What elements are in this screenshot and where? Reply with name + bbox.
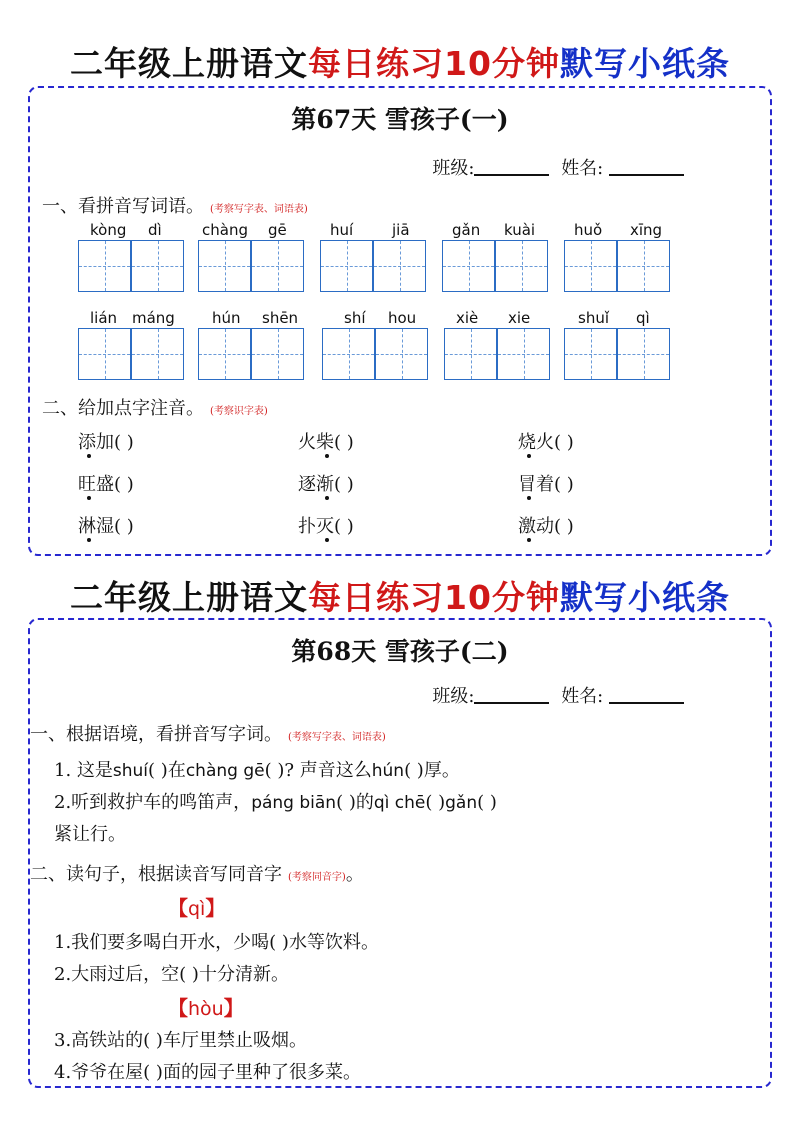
section-note: (考察写字表、词语表) [288,732,386,743]
sentence-3[interactable]: 3.高铁站的( )车厅里禁止吸烟。 [54,1030,307,1051]
pinyin: hún [212,309,241,327]
q-pinyin: chàng gē [185,761,265,781]
writing-box[interactable] [442,240,495,292]
annotate-word[interactable]: 逐渐( ) [298,474,354,495]
name-blank[interactable] [609,686,684,704]
section-heading [42,192,308,218]
pinyin: chàng [202,221,248,239]
pinyin-pair [78,221,188,301]
annotate-word[interactable]: 火柴( ) [298,432,354,453]
q-text: 2.听到救护车的鸣笛声， [54,792,252,813]
tag-pinyin: qì [188,898,206,920]
section-text: 二、给加点字注音。 [42,398,204,419]
pinyin: lián [90,309,118,327]
q-blank[interactable]: ( )在 [148,760,186,781]
pinyin-tag [168,892,225,921]
emphasis-dot [325,538,329,542]
class-label: 班级: [432,686,475,707]
pinyin: xīng [630,221,663,239]
bracket: 】 [223,996,244,1020]
writing-box[interactable] [131,240,184,292]
emphasis-dot [87,454,91,458]
q-text: 1. 这是 [54,760,113,781]
pinyin: kòng [90,221,127,239]
section-text: 一、根据语境，看拼音写字词。 [30,724,282,745]
class-label: 班级: [432,158,475,179]
writing-box[interactable] [131,328,184,380]
sentence-2[interactable]: 2.大雨过后，空( )十分清新。 [54,964,289,985]
pinyin-pair [442,221,552,301]
q-blank[interactable]: ( ) [477,792,497,813]
writing-box[interactable] [320,240,373,292]
annotate-word[interactable]: 添加( ) [78,432,134,453]
banner-part1: 二年级上册语文 [70,44,309,83]
emphasis-dot [325,454,329,458]
writing-box[interactable] [617,240,670,292]
pinyin: xie [508,309,531,327]
pinyin: shēn [262,309,299,327]
sentence-4[interactable]: 4.爷爷在屋( )面的园子里种了很多菜。 [54,1062,361,1083]
section-text: 二、读句子，根据读音写同音字 [30,864,282,885]
pinyin: jiā [392,221,410,239]
annotate-word[interactable]: 烧火( ) [518,432,574,453]
annotate-word[interactable]: 激动( ) [518,516,574,537]
pinyin-tag [168,992,244,1021]
section-text: 一、看拼音写词语。 [42,196,204,217]
writing-box[interactable] [497,328,550,380]
pinyin: dì [148,221,162,239]
q-blank[interactable]: ( )? 声音这么 [264,760,372,781]
section-heading [30,720,386,746]
banner-middle [0,572,800,619]
class-name-line [432,682,690,708]
writing-box[interactable] [251,328,304,380]
worksheet-day68 [28,618,772,1088]
annotate-word[interactable]: 旺盛( ) [78,474,134,495]
pinyin: gē [268,221,287,239]
writing-box[interactable] [564,328,617,380]
pinyin: gǎn [452,221,481,239]
section-note: (考察同音字) [288,872,346,883]
writing-box[interactable] [564,240,617,292]
section-heading [42,394,268,420]
banner-part2: 每日练习10分钟 [308,44,560,83]
class-name-line [432,154,690,180]
section-heading [30,860,364,886]
name-label: 姓名: [561,686,604,707]
pinyin: xiè [456,309,479,327]
question-2 [54,788,497,814]
bracket: 【 [168,896,188,920]
pinyin: huǒ [574,221,603,239]
banner-part2: 每日练习10分钟 [308,578,560,617]
name-label: 姓名: [561,158,604,179]
q-blank[interactable]: ( ) [425,792,446,813]
tag-pinyin: hòu [188,998,224,1020]
section-end: 。 [345,864,364,885]
pinyin-pair [444,309,554,389]
page-title: 第68天 雪孩子(二) [291,637,509,666]
q-blank[interactable]: ( )厚。 [404,760,460,781]
emphasis-dot [325,496,329,500]
pinyin-pair [198,221,308,301]
q-pinyin: shuí [112,761,149,781]
page-title: 第67天 雪孩子(一) [291,105,509,134]
pinyin-pair [322,309,432,389]
pinyin: shuǐ [578,309,609,327]
writing-box[interactable] [495,240,548,292]
section-note: (考察写字表、词语表) [210,204,308,215]
writing-box[interactable] [444,328,497,380]
pinyin: shí [344,309,366,327]
bracket: 【 [168,996,188,1020]
question-1 [54,756,460,782]
bracket: 】 [205,896,226,920]
annotate-word[interactable]: 扑灭( ) [298,516,354,537]
writing-box[interactable] [78,240,131,292]
q-pinyin: gǎn [445,793,478,813]
emphasis-dot [87,496,91,500]
pinyin: máng [132,309,175,327]
banner-part1: 二年级上册语文 [70,578,309,617]
banner-top [0,38,800,85]
emphasis-dot [527,538,531,542]
annotate-word[interactable]: 冒着( ) [518,474,574,495]
banner-part3: 默写小纸条 [559,44,730,83]
class-blank[interactable] [474,158,549,176]
worksheet-day67 [28,86,772,556]
pinyin: qì [636,309,650,327]
pinyin-pair [564,221,674,301]
writing-box[interactable] [198,328,251,380]
sentence-1[interactable]: 1.我们要多喝白开水，少喝( )水等饮料。 [54,932,379,953]
q-blank[interactable]: ( )的 [336,792,374,813]
emphasis-dot [527,496,531,500]
question-2-continued: 紧让行。 [54,824,126,845]
emphasis-dot [87,538,91,542]
writing-box[interactable] [375,328,428,380]
name-blank[interactable] [609,158,684,176]
writing-box[interactable] [198,240,251,292]
annotate-word[interactable]: 淋湿( ) [78,516,134,537]
q-pinyin: qì chē [373,793,426,813]
emphasis-dot [527,454,531,458]
pinyin: hou [388,309,417,327]
pinyin-pair [564,309,674,389]
writing-box[interactable] [251,240,304,292]
pinyin: kuài [504,221,536,239]
class-blank[interactable] [474,686,549,704]
writing-box[interactable] [78,328,131,380]
writing-box[interactable] [322,328,375,380]
q-pinyin: hún [371,761,405,781]
writing-box[interactable] [373,240,426,292]
section-note: (考察识字表) [210,406,268,417]
pinyin-pair [320,221,430,301]
banner-part3: 默写小纸条 [559,578,730,617]
pinyin: huí [330,221,354,239]
pinyin-pair [78,309,188,389]
q-pinyin: páng biān [251,793,337,813]
writing-box[interactable] [617,328,670,380]
pinyin-pair [198,309,308,389]
